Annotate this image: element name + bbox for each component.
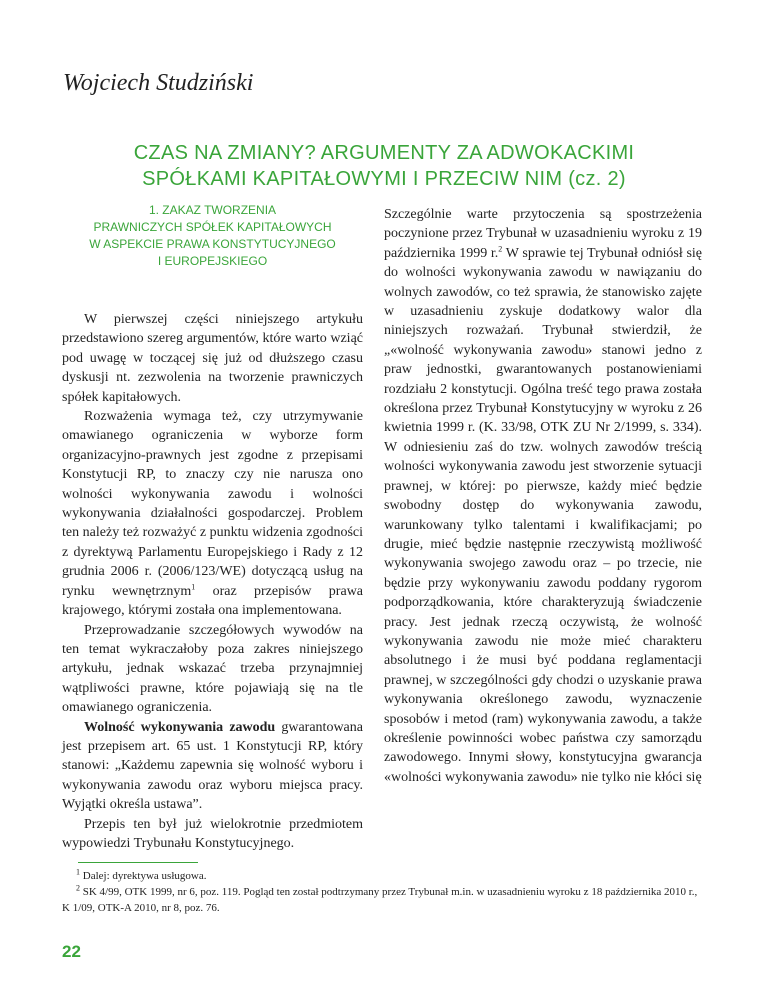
section-heading-line: W ASPEKCIE PRAWA KONSTYTUCYJNEGO <box>89 237 336 251</box>
paragraph-text: oraz przepisów prawa krajowego, którymi została ona implementowana. <box>62 583 364 619</box>
paragraph <box>62 407 363 620</box>
paragraph-text: Szczególnie warte przytoczenia są spostrzeżenia poczynione przez Trybunał w uzasadnieniu wyroku z 19 października 1999 r. <box>384 207 702 261</box>
section-heading-line: 1. ZAKAZ TWORZENIA <box>148 203 277 217</box>
paragraph: W pierwszej części niniejszego artykułu przedstawiono szereg argumentów, które warto wziąć pod uwagę w toczącej się już od dłuższego czasu dyskusji nt. zezwolenia na tworzenie prawniczych spółek kapitałowych. <box>62 312 363 405</box>
paragraph: Przepis ten był już wielokrotnie przedmiotem wypowiedzi Trybunału Konstytucyjnego. <box>62 816 363 851</box>
paragraph <box>62 718 363 815</box>
footnote-text: Dalej: dyrektywa usługowa. <box>82 870 207 882</box>
paragraph-text: gwarantowana jest przepisem art. 65 ust. 1 Konstytucji RP, który stanowi: „Każdemu zapewnia się wolność wyboru i wykonywania zawodu oraz wyboru miejsca pracy. Wyjątki określa ustawa”. <box>62 719 363 813</box>
article-title <box>60 140 708 192</box>
paragraph <box>384 205 702 787</box>
page-number: 22 <box>62 942 81 961</box>
footnote-mark: 2 <box>76 883 80 893</box>
footnote-mark: 1 <box>76 867 80 877</box>
title-line-1: CZAS NA ZMIANY? ARGUMENTY ZA ADWOKACKIMI <box>133 142 635 164</box>
footnote <box>62 868 702 884</box>
right-column <box>384 205 702 787</box>
author-name: Wojciech Studziński <box>63 70 254 96</box>
footnotes <box>62 868 702 916</box>
footnote <box>62 884 702 916</box>
paragraph-text: W sprawie tej Trybunał odniósł się do wolności wykonywania zawodu w nawiązaniu do wolnych zawodów, co też sprawia, że stanowisko zajęte w uzasadnieniu zyskuje dodatkowy walor dla niniejszych rozważań. Trybunał stwierdził, że „«wolność wykonywania zawodu» stanowi jedno z praw jednostki, gwarantowanych postanowieniami rozdziału 2 konstytucji. Ogólna treść tego prawa została określona przez Trybunał Konstytucyjny w wyroku z 26 kwietnia 1999 r. (K. 33/98, OTK ZU Nr 2/1999, s. 334). W odniesieniu zaś do tzw. wolnych zawodów treścią wolności wykonywania zawodu jest stworzenie sytuacji prawnej, w której: po pierwsze, każdy mieć będzie swobodny dostęp do wykonywania zawodu, warunkowany tylko talentami i kwalifikacjami; po drugie, mieć będzie następnie rzeczywistą możliwość wykonywania swojego zawodu oraz – po trzecie, nie będzie przy wykonywaniu zawodu poddany rygorom podporządkowania, które charakteryzują świadczenie pracy. Jest jednak rzeczą oczywistą, że wolność wykonywania zawodu nie może mieć charakteru absolutnego i że musi być poddana reglamentacji prawnej, w szczególności gdy chodzi o uzyskanie prawa wykonywania określonego zawodu, wyznaczenie sposobów i metod (ram) wykonywania zawodu, a także określenie powinności wobec państwa czy samorządu zawodowego. Innymi słowy, konstytucyjna gwarancja «wolności wykonywania zawodu» nie tylko nie kłóci się <box>384 245 702 785</box>
left-column <box>62 202 363 853</box>
section-heading-line: PRAWNICZYCH SPÓŁEK KAPITAŁOWYCH <box>93 220 332 234</box>
paragraph-text: Rozważenia wymaga też, czy utrzymywanie omawianego ograniczenia w wyborze form organizacyjno-prawnych jest zgodne z przepisami Konstytucji RP, to znaczy czy nie narusza ono wolności wykonywania zawodu i wolności wykonywania działalności gospodarczej. Problem ten należy też rozważyć z punktu widzenia zgodności z dyrektywą Parlamentu Europejskiego i Rady z 12 grudnia 2006 r. (2006/123/WE) dotyczącą usług na rynku wewnętrznym <box>62 409 363 599</box>
footnote-divider <box>78 862 198 863</box>
footnote-text: SK 4/99, OTK 1999, nr 6, poz. 119. Pogląd ten został podtrzymany przez Trybunał m.in. w uzasadnieniu wyroku z 18 października 2010 r., K 1/09, OTK-A 2010, nr 8, poz. 76. <box>62 886 698 914</box>
title-line-2-text: SPÓŁKAMI KAPITAŁOWYMI I PRZECIW NIM <box>142 168 563 190</box>
section-heading-line: I EUROPEJSKIEGO <box>157 254 268 268</box>
footnote-ref: 1 <box>191 582 196 592</box>
title-part: (cz. 2) <box>568 168 626 190</box>
title-line-2 <box>60 166 708 192</box>
bold-term: Wolność wykonywania zawodu <box>84 719 276 735</box>
footnote-ref: 2 <box>498 244 503 254</box>
paragraph: Przeprowadzanie szczegółowych wywodów na ten temat wykraczałoby poza zakres niniejszego artykułu, jednak wskazać trzeba przynajmniej wątpliwości prawne, które pojawiają się na tle omawianego ograniczenia. <box>62 622 363 716</box>
section-heading <box>62 202 363 270</box>
